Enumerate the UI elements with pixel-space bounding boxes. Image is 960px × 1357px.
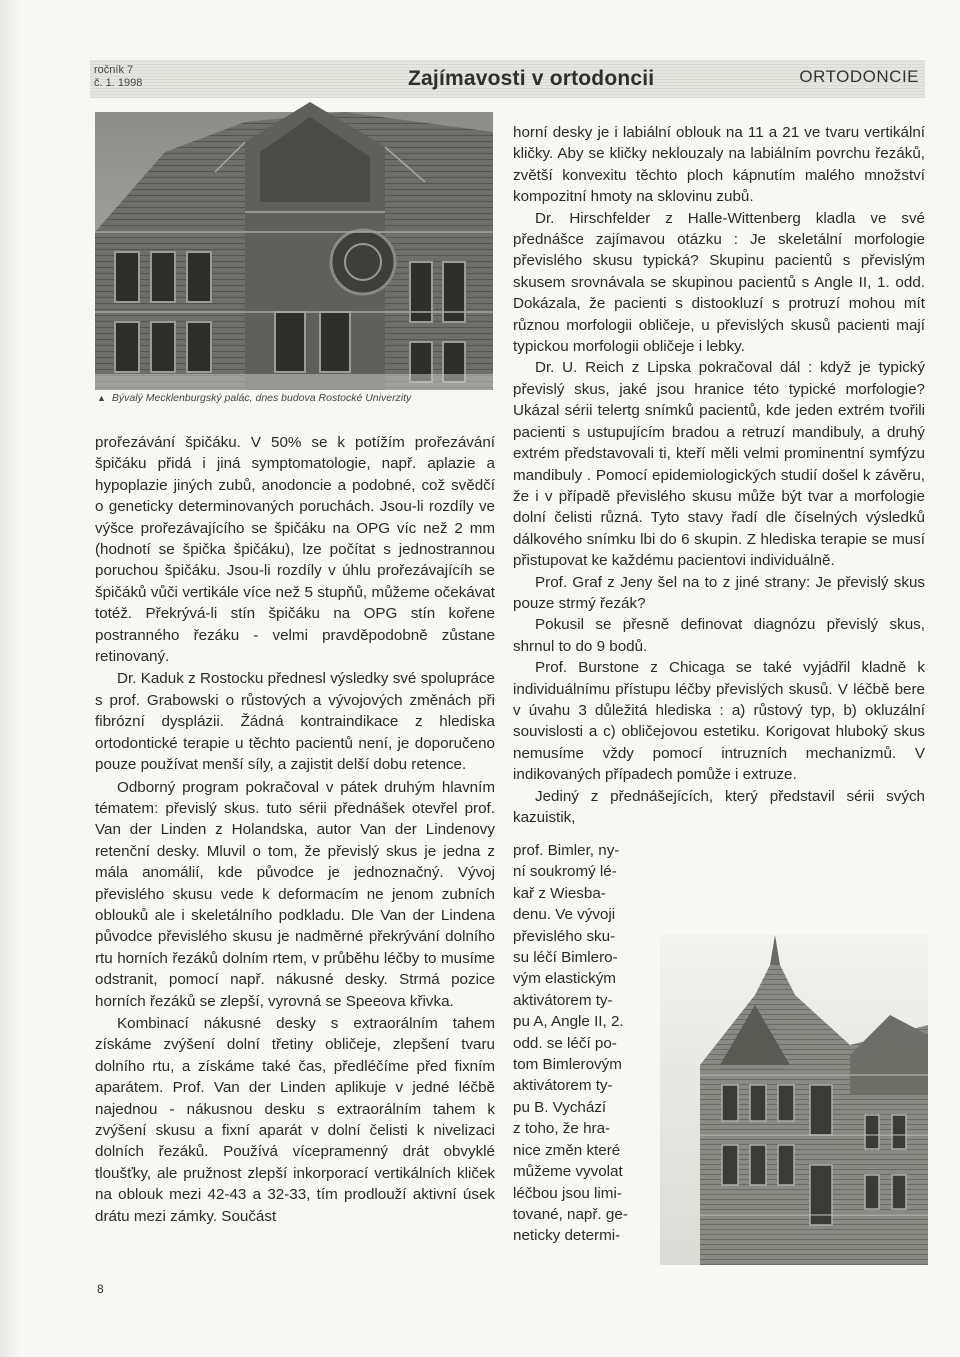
palace-photo [95,112,493,390]
wrap-line: tované, např. ge- [513,1205,628,1223]
paragraph: Dr. Kaduk z Rostocku přednesl výsledky své spolupráce s prof. Grabowski o růstových a vývojových změnách při fibrózní dysplázii. Žádná kontraindikace z hlediska ortodontické terapie u těchto pacientů není, je doporučeno pouze používat menší síly, a zajistit delší dobu retence. [95,670,495,774]
paragraph: Dr. U. Reich z Lipska pokračoval dál : když je typický převislý skus, jaké jsou hranice této typické morfologie? Ukázal sérii telertg snímků pacientů, kde jeden extrém tvořili pacienti s ustupujícím bradou a retruzí mandibuly, a druhý extrém představovali ti, kteří měli velmi prominentní symfýzu mandibuly . Pomocí epidemiologických studií došel k závěru, že i v případě převislého skusu může být tvar a morfologie dolní čelisti různá. Tyto stavy řadí dle číselných výsledků dálkového snímku lbi do 6 skupin. Z hlediska terapie se musí přistupovat ke každému pacientovi individuálně. [513,359,925,570]
paragraph: Pokusil se přesně definovat diagnózu převislý skus, shrnul to do 9 bodů. [513,616,925,655]
photo-caption [97,392,495,404]
section-label: ORTODONCIE [799,67,919,86]
paragraph: prořezávání špičáku. V 50% se k potížím prořezávání špičáku přidá i jiná symptomatologie, např. aplazie a hypoplazie jiných zubů, anodoncie a podobné, což svědčí o geneticky determinovaných poruchách. Jsou-li rozdíly ve výšce prořezávajícího se špičáku na OPG víc než 2 mm (hodnotí se špička špičáku), lze počítat s jednostrannou poruchou špičáku. Jsou-li rozdíly v úhlu prořezávajícíh se špičáků vůči vertikále více než 5 stupňů, můžeme očekávat totéž. Překrývá-li stín špičáku na OPG stín kořene postranného řezáku - velmi pravděpodobně zůstane retinovaný. [95,434,495,666]
wrap-line: neticky determi- [513,1227,621,1245]
paragraph: Dr. Hirschfelder z Halle-Wittenberg kladla ve své přednášce zajímavou otázku : Je skeletální morfologie převislého skusu typická? Skupinu pacientů s převislým skusem srovnávala se skupinou pacientů s Angle II, 1. odd. Dokázala, že pacienti s distookluzí s protruzí mohou mít různou morfologii obličeje, u převislých skusů pacienti mají typickou morfologii obličeje i lebky. [513,209,925,356]
wrap-line: z toho, že hra- [513,1120,611,1138]
wrap-line: převislého sku- [513,927,616,945]
page-number: 8 [97,1282,104,1296]
paragraph: Prof. Burstone z Chicaga se také vyjádřil kladně k individuálnímu přístupu léčby převislých skusů. V léčbě bere v úvahu 3 důležitá hlediska : a) růstový typ, b) okluzální souvislosti a c) obličejovou estetiku. Korigovat hluboký skus nemusíme vždy pomocí intruzních mechanizmů. V indikovaných případech pomůže i extruze. [513,659,925,784]
wrap-line: su léčí Bimlero- [513,949,618,967]
building-photo [660,935,928,1265]
wrap-line: denu. Ve vývoji [513,906,616,924]
right-column [513,122,925,826]
paragraph: Jediný z přednášejících, který představil sérii svých kazuistik, [513,787,925,826]
caption-marker: ▲ [97,393,106,403]
page-title: Zajímavosti v ortodoncii [408,67,655,90]
wrap-line: kař z Wiesba- [513,884,606,902]
paragraph: Odborný program pokračoval v pátek druhým hlavním tématem: převislý skus. tuto sérii přednášek otevřel prof. Van der Linden z Holandska, autor Van der Lindenovy retenční desky. Mluvil o tom, že převislý skus je jedna z mála anomálií, kde původce je jednoznačný. Vývoj převislého skusu vede k deformacím ne jenom zubních oblouků ale i skeletálního podkladu. Dle Van der Lindena původce převislého skusu je nadměrné překrývání dolního rtu horních řezáků dolním rtem, v průběhu léčby to musíme odstranit, pomocí např. nákusné desky. Strmá pozice horních řezáků se zlepší, vyrovná se Speeova křivka. [95,778,495,1010]
page-header [90,60,925,98]
volume-label: ročník 7 [94,64,134,76]
wrap-column [513,840,653,1247]
palace-illustration [95,112,493,390]
paragraph: horní desky je i labiální oblouk na 11 a 21 ve tvaru vertikální kličky. Aby se kličky neklouzaly na labiálním povrchu řezáků, zvětší konvexitu těchto ploch kápnutím malého množství kompozitní hmoty na sklovinu zubů. [513,124,925,206]
wrap-line: pu A, Angle II, 2. [513,1013,624,1031]
wrap-line: léčbou jsou limi- [513,1184,622,1202]
paragraph: Kombinací nákusné desky s extraorálním tahem získáme zvýšení dolní třetiny obličeje, zlepšení tvaru dolního rtu, a získáme také čas, předléčíme před fixním aparátem. Prof. Van der Linden aplikuje v jedné léčbě najednou - nákusnou desku s extraorálním tahem k zvýšení skusu a fixní aparát v dolní čelisti k nivelizaci dolních řezáků. Používá vícepramenný drát obvyklé tloušťky, ale pružnost zlepší inkorporací vertikálních kliček na oblouk mezi 42-43 a 32-33, tím prodlouží aktivní úsek drátu mezi zámky. Součást [95,1014,495,1225]
issue-label: č. 1. 1998 [94,77,143,89]
left-column [95,432,495,1227]
wrap-line: ní soukromý lé- [513,863,617,881]
wrap-line: aktivátorem ty- [513,1077,613,1095]
wrap-line: vým elastickým [513,970,616,988]
wrap-line: můžeme vyvolat [513,1163,623,1181]
caption-text: Bývalý Mecklenburgský palác, dnes budova Rostocké Univerzity [111,392,412,404]
wrap-line: tom Bimlerovým [513,1056,622,1074]
wrap-line: prof. Bimler, ny- [513,842,620,859]
building-illustration [660,935,928,1265]
wrap-line: nice změn které [513,1141,621,1159]
scan-edge [0,0,22,1357]
paragraph: Prof. Graf z Jeny šel na to z jiné strany: Je převislý skus pouze strmý řezák? [513,573,925,612]
issue-info [94,64,142,90]
wrap-line: pu B. Vychází [513,1098,607,1116]
wrap-line: aktivátorem ty- [513,991,613,1009]
wrap-line: odd. se léčí po- [513,1034,617,1052]
